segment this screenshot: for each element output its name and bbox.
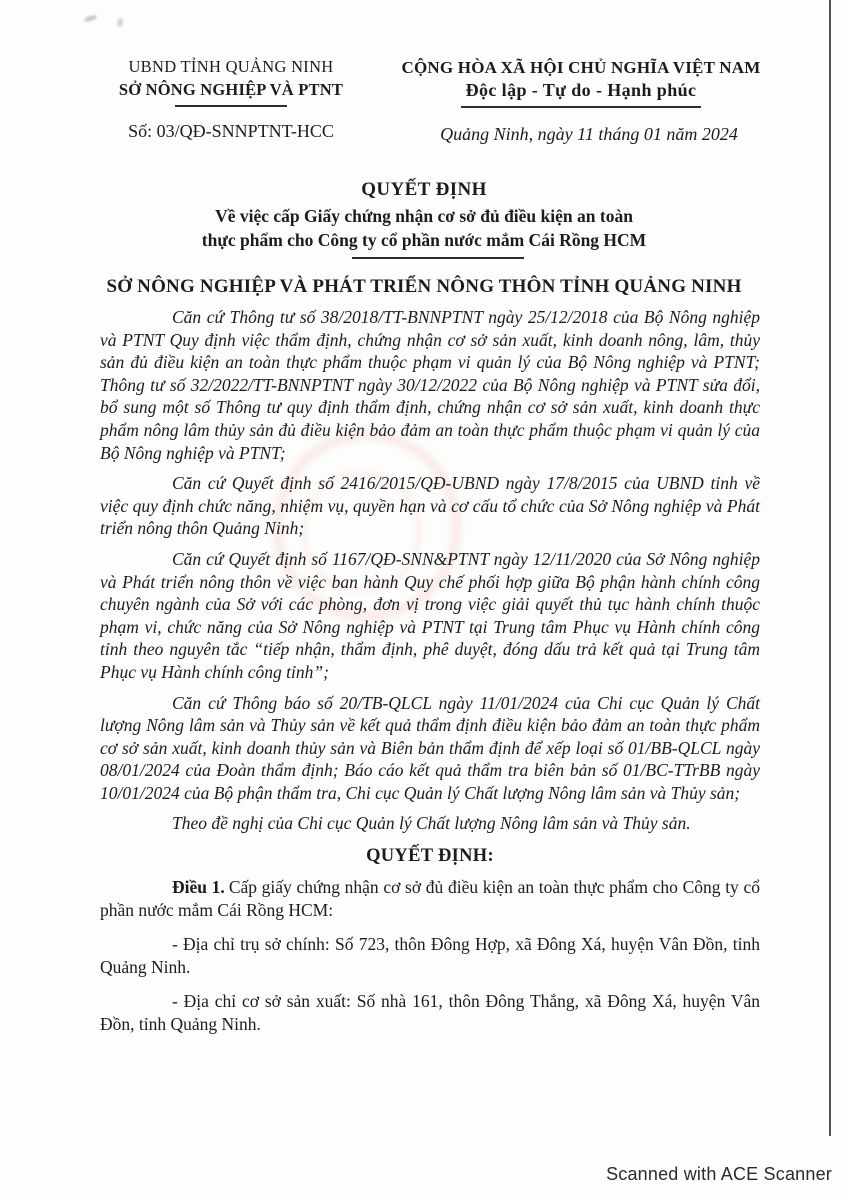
article-1-text: Cấp giấy chứng nhận cơ sở đủ điều kiện an toàn thực phẩm cho Công ty cổ phần nước mắm Cái Rồng HCM: — [100, 877, 760, 921]
issuing-authority-line: SỞ NÔNG NGHIỆP VÀ PHÁT TRIỂN NÔNG THÔN TỈNH QUẢNG NINH — [106, 276, 742, 297]
recital-paragraph-5: Theo đề nghị của Chi cục Quản lý Chất lượng Nông lâm sản và Thủy sản. — [172, 813, 691, 834]
headquarters-address: - Địa chỉ trụ sở chính: Số 723, thôn Đông Hợp, xã Đông Xá, huyện Vân Đồn, tỉnh Quảng Ninh. — [100, 934, 760, 978]
issuing-agency-block — [100, 57, 362, 143]
agency-underline — [175, 105, 287, 107]
national-header-block — [385, 57, 777, 145]
document-number: Số: 03/QĐ-SNNPTNT-HCC — [128, 121, 334, 142]
agency-name: SỞ NÔNG NGHIỆP VÀ PTNT — [118, 79, 344, 99]
decision-title: QUYẾT ĐỊNH — [361, 179, 487, 200]
decision-subtitle-line1: Về việc cấp Giấy chứng nhận cơ sở đủ điều kiện an toàn — [215, 206, 633, 226]
decision-subtitle-line2: thực phẩm cho Công ty cổ phần nước mắm Cái Rồng HCM — [201, 230, 647, 250]
article-1-label: Điều 1. — [172, 877, 225, 898]
agency-parent-name: UBND TỈNH QUẢNG NINH — [128, 57, 334, 76]
article-1-paragraph — [100, 876, 760, 922]
document-title-block — [64, 179, 784, 298]
pencil-smudge — [116, 18, 123, 28]
scan-edge-line — [829, 0, 831, 1136]
national-motto: Độc lập - Tự do - Hạnh phúc — [465, 80, 697, 101]
recital-paragraph-3: Căn cứ Quyết định số 1167/QĐ-SNN&PTNT ngày 12/11/2020 của Sở Nông nghiệp và Phát triển nông thôn về việc ban hành Quy chế phối hợp giữa Bộ phận hành chính công chuyên ngành của Sở với các phòng, đơn vị trong việc giải quyết thủ tục hành chính thuộc phạm vi, chức năng của Sở Nông nghiệp và PTNT tại Trung tâm Phục vụ Hành chính công tỉnh theo nguyên tắc “tiếp nhận, thẩm định, phê duyệt, đóng dấu trả kết quả tại Trung tâm Phục vụ Hành chính công tỉnh”; — [100, 548, 760, 682]
pencil-smudge — [84, 14, 98, 23]
national-title: CỘNG HÒA XÃ HỘI CHỦ NGHĨA VIỆT NAM — [401, 58, 761, 77]
document-body — [100, 306, 760, 1044]
production-facility-address: - Địa chỉ cơ sở sản xuất: Số nhà 161, thôn Đông Thắng, xã Đông Xá, huyện Vân Đồn, tỉnh Quảng Ninh. — [100, 991, 760, 1035]
scanner-watermark: Scanned with ACE Scanner — [606, 1164, 832, 1184]
motto-underline — [461, 106, 701, 108]
place-date-line: Quảng Ninh, ngày 11 tháng 01 năm 2024 — [440, 123, 738, 144]
recital-paragraph-4: Căn cứ Thông báo số 20/TB-QLCL ngày 11/01/2024 của Chi cục Quản lý Chất lượng Nông lâm sản và Thủy sản về kết quả thẩm định điều kiện bảo đảm an toàn thực phẩm cơ sở sản xuất, kinh doanh thủy sản và Biên bản thẩm định để xếp loại số 01/BB-QLCL ngày 08/01/2024 của Đoàn thẩm định; Báo cáo kết quả thẩm tra biên bản số 01/BC-TTrBB ngày 10/01/2024 của Bộ phận thẩm tra, Chi cục Quản lý Chất lượng Nông lâm sản và Thủy sản; — [100, 692, 760, 803]
recital-paragraph-1: Căn cứ Thông tư số 38/2018/TT-BNNPTNT ngày 25/12/2018 của Bộ Nông nghiệp và PTNT Quy định việc thẩm định, chứng nhận cơ sở sản xuất, kinh doanh nông, lâm, thủy sản đủ điều kiện an toàn thực phẩm thuộc phạm vi quản lý của Bộ Nông nghiệp và PTNT; Thông tư số 32/2022/TT-BNNPTNT ngày 30/12/2022 của Bộ Nông nghiệp và PTNT sửa đổi, bổ sung một số Thông tư quy định thẩm định, chứng nhận cơ sở sản xuất, kinh doanh thực phẩm nông lâm thủy sản đủ điều kiện bảo đảm an toàn thực phẩm thuộc phạm vi quản lý của Bộ Nông nghiệp và PTNT; — [100, 307, 760, 463]
recital-paragraph-2: Căn cứ Quyết định số 2416/2015/QĐ-UBND ngày 17/8/2015 của UBND tỉnh về việc quy định chức năng, nhiệm vụ, quyền hạn và cơ cấu tổ chức của Sở Nông nghiệp và Phát triển nông thôn Quảng Ninh; — [100, 473, 760, 539]
decision-section-heading: QUYẾT ĐỊNH: — [366, 846, 494, 867]
title-underline — [352, 257, 524, 259]
